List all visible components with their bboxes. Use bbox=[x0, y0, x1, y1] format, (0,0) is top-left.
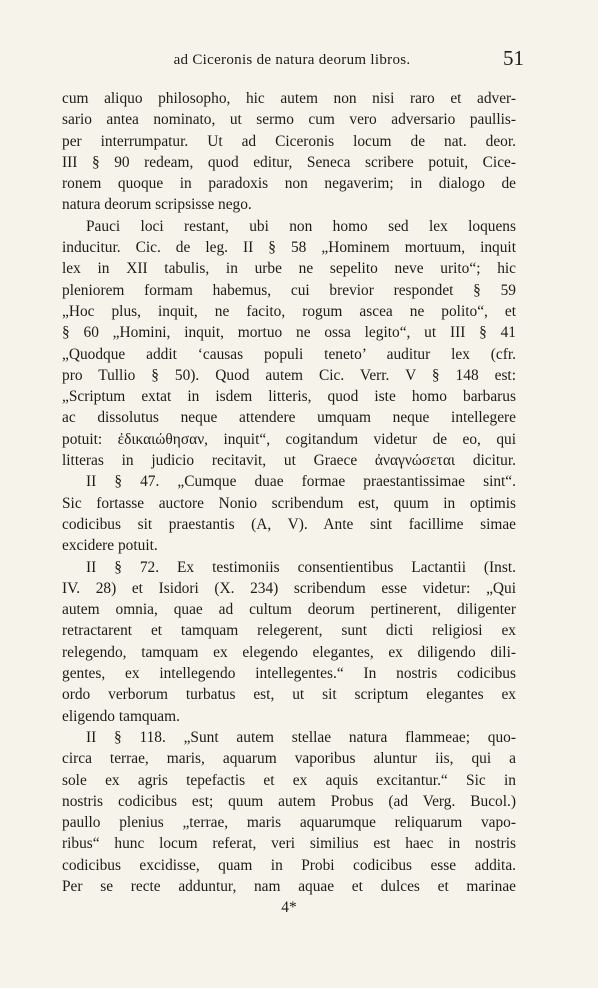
text-line: sole ex agris tepefactis et ex aquis excitantur.“ Sic in bbox=[62, 771, 516, 789]
text-line: cum aliquo philosopho, hic autem non nisi raro et adver- bbox=[62, 90, 516, 107]
text-line: sario antea nominato, ut sermo cum vero adversario paullis- bbox=[62, 111, 516, 129]
text-line: excidere potuit. bbox=[62, 537, 158, 555]
text-line: III § 90 redeam, quod editur, Seneca scribere potuit, Cice- bbox=[62, 153, 516, 171]
text-line: pro Tullio § 50). Quod autem Cic. Verr. V § 148 est: bbox=[62, 366, 516, 384]
text-line: eligendo tamquam. bbox=[62, 707, 180, 725]
text-line: nostris codicibus est; quum autem Probus (ad Verg. Bucol.) bbox=[62, 792, 516, 810]
text-line: paullo plenius „terrae, maris aquarumque reliquarum vapo- bbox=[62, 814, 516, 832]
text-line: pleniorem formam habemus, cui brevior respondet § 59 bbox=[62, 281, 516, 299]
text-line: IV. 28) et Isidori (X. 234) scribendum esse videtur: „Qui bbox=[62, 579, 516, 597]
text-line: „Hoc plus, inquit, ne facito, rogum ascea ne polito“, et bbox=[62, 302, 516, 320]
text-line: gentes, ex intellegendo intellegentes.“ In nostris codicibus bbox=[62, 665, 516, 683]
text-line: lex in XII tabulis, in urbe ne sepelito neve urito“; hic bbox=[62, 260, 516, 278]
text-line: „Quodque addit ‘causas populi teneto’ auditur lex (cfr. bbox=[62, 345, 516, 363]
text-line: codicibus sit praestantis (A, V). Ante sint facillime simae bbox=[62, 515, 516, 533]
text-line: Per se recte adduntur, nam aquae et dulces et marinae bbox=[62, 877, 516, 895]
text-line: natura deorum scripsisse nego. bbox=[62, 196, 252, 214]
running-header bbox=[62, 46, 522, 76]
page-number: 51 bbox=[503, 46, 524, 70]
text-line: circa terrae, maris, aquarum vaporibus aluntur iis, qui a bbox=[62, 750, 516, 768]
text-line: „Scriptum extat in isdem litteris, quod iste homo barbarus bbox=[62, 388, 516, 406]
text-line: potuit: ἐδικαιώθησαν, inquit“, cogitandum videtur de eo, qui bbox=[62, 430, 516, 448]
text-line: Sic fortasse auctore Nonio scribendum est, quum in optimis bbox=[62, 494, 516, 512]
text-line: inducitur. Cic. de leg. II § 58 „Hominem mortuum, inquit bbox=[62, 239, 516, 257]
text-line: retractarent et tamquam relegerent, sunt dicti religiosi ex bbox=[62, 622, 516, 640]
text-line: Pauci loci restant, ubi non homo sed lex loquens bbox=[86, 217, 516, 235]
text-line: relegendo, tamquam ex elegendo elegantes, ex diligendo dili- bbox=[62, 643, 516, 661]
text-line: II § 118. „Sunt autem stellae natura flammeae; quo- bbox=[86, 728, 516, 746]
body-text bbox=[62, 88, 516, 919]
text-line: ac dissolutus neque attendere umquam neque intellegere bbox=[62, 409, 516, 427]
signature-mark: 4* bbox=[281, 899, 297, 917]
text-line: ordo verborum turbatus est, ut sit scriptum elegantes ex bbox=[62, 686, 516, 704]
text-line: autem omnia, quae ad cultum deorum pertinerent, diligenter bbox=[62, 601, 516, 619]
text-line: litteras in judicio recitavit, ut Graece ἀναγνώσεται dicitur. bbox=[62, 452, 516, 470]
text-line: § 60 „Homini, inquit, mortuo ne ossa legito“, ut III § 41 bbox=[62, 324, 516, 342]
text-line: per interrumpatur. Ut ad Ciceronis locum de nat. deor. bbox=[62, 132, 516, 150]
text-line: ribus“ hunc locum referat, veri similius est haec in nostris bbox=[62, 835, 516, 853]
text-line: II § 47. „Cumque duae formae praestantissimae sint“. bbox=[86, 473, 516, 491]
text-line: ronem quoque in paradoxis non negaverim; in dialogo de bbox=[62, 175, 516, 193]
text-line: II § 72. Ex testimoniis consentientibus Lactantii (Inst. bbox=[86, 558, 516, 576]
text-line: codicibus excidisse, quam in Probi codicibus esse addita. bbox=[62, 856, 516, 874]
running-title: ad Ciceronis de natura deorum libros. bbox=[173, 52, 411, 68]
